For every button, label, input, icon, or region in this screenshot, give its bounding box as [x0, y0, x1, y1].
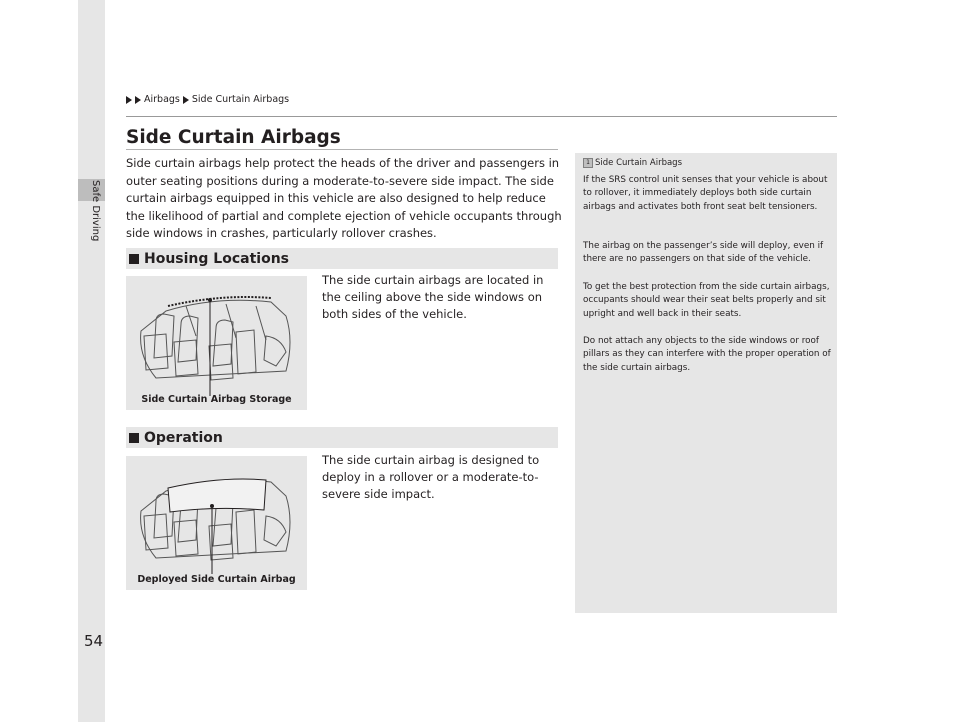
housing-heading-text: Housing Locations: [144, 250, 289, 267]
note-paragraph: To get the best protection from the side curtain airbags, occupants should wear their seat belts properly and sit upright and well back in their seats.: [583, 282, 830, 319]
breadcrumb-arrow-icon: [135, 96, 141, 104]
header-divider: [126, 116, 837, 117]
title-divider: [126, 149, 558, 150]
operation-text: The side curtain airbag is designed to deploy in a rollover or a moderate-to-severe side impact.: [322, 453, 540, 502]
operation-heading: [126, 427, 558, 448]
car-interior-illustration: [126, 276, 307, 410]
square-bullet-icon: [129, 254, 139, 264]
breadcrumb-arrow-icon: [126, 96, 132, 104]
operation-figure: [126, 456, 307, 590]
note-number-icon: 1: [583, 158, 593, 168]
square-bullet-icon: [129, 433, 139, 443]
note-box: [575, 153, 837, 613]
note-paragraph: Do not attach any objects to the side windows or roof pillars as they can interfere with the proper operation of the side curtain airbags.: [583, 336, 831, 373]
side-strip: [78, 0, 105, 722]
operation-figure-caption: Deployed Side Curtain Airbag: [137, 574, 296, 585]
note-paragraph: If the SRS control unit senses that your vehicle is about to rollover, it immediately deploys both side curtain airbags and activates both front seat belt tensioners.: [583, 175, 828, 212]
deployed-airbag-illustration: [126, 456, 307, 590]
breadcrumb: [126, 94, 289, 105]
breadcrumb-item[interactable]: Side Curtain Airbags: [191, 94, 290, 105]
breadcrumb-item[interactable]: Airbags: [144, 94, 180, 105]
housing-text: The side curtain airbags are located in the ceiling above the side windows on both sides of the vehicle.: [322, 273, 544, 322]
intro-paragraph: Side curtain airbags help protect the heads of the driver and passengers in outer seating positions during a moderate-to-severe side impact. The side curtain airbags equipped in this vehicle are also designed to help reduce the likelihood of partial and complete ejection of vehicle occupants through side windows in crashes, particularly rollover crashes.: [126, 156, 562, 241]
page-title: Side Curtain Airbags: [126, 127, 341, 148]
housing-heading: [126, 248, 558, 269]
breadcrumb-arrow-icon: [183, 96, 189, 104]
section-label: Safe Driving: [90, 180, 101, 242]
note-paragraph: The airbag on the passenger’s side will deploy, even if there are no passengers on that side of the vehicle.: [583, 241, 824, 265]
note-title: [583, 158, 682, 168]
page-number: 54: [84, 632, 104, 650]
housing-figure: [126, 276, 307, 410]
operation-heading-text: Operation: [144, 429, 223, 446]
housing-figure-caption: Side Curtain Airbag Storage: [141, 394, 292, 405]
note-title-text: Side Curtain Airbags: [595, 158, 682, 168]
